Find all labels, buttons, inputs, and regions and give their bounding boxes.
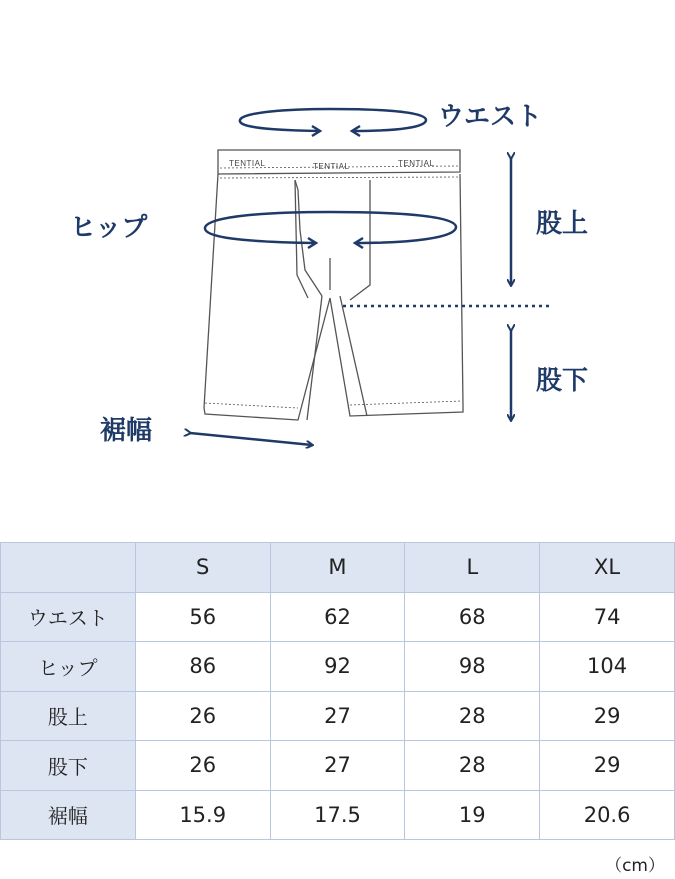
hem-width-arrow bbox=[190, 433, 312, 445]
table-cell: 27 bbox=[270, 691, 405, 741]
hip-indicator bbox=[205, 212, 456, 248]
table-cell: 92 bbox=[270, 642, 405, 692]
table-header-row bbox=[1, 543, 675, 593]
hem-width-label: 裾幅 bbox=[100, 416, 153, 446]
table-cell: 104 bbox=[540, 642, 675, 692]
table-cell: 20.6 bbox=[540, 790, 675, 840]
brand-text-left: TENTIAL bbox=[229, 159, 266, 168]
shorts-illustration bbox=[204, 150, 463, 420]
brand-text-center: TENTIAL bbox=[313, 162, 350, 171]
row-label-hem-width: 裾幅 bbox=[1, 790, 136, 840]
table-row-waist bbox=[1, 592, 675, 642]
row-label-rise: 股上 bbox=[1, 691, 136, 741]
table-cell: 68 bbox=[405, 592, 540, 642]
table-cell: 26 bbox=[135, 691, 270, 741]
size-header-s: S bbox=[135, 543, 270, 593]
size-header-m: M bbox=[270, 543, 405, 593]
table-corner-cell bbox=[1, 543, 136, 593]
table-cell: 19 bbox=[405, 790, 540, 840]
table-cell: 29 bbox=[540, 691, 675, 741]
table-cell: 26 bbox=[135, 741, 270, 791]
brand-text-right: TENTIAL bbox=[398, 159, 435, 168]
table-row-rise bbox=[1, 691, 675, 741]
table-cell: 98 bbox=[405, 642, 540, 692]
table-cell: 28 bbox=[405, 691, 540, 741]
rise-label: 股上 bbox=[536, 209, 589, 239]
waist-indicator bbox=[240, 109, 426, 136]
table-cell: 74 bbox=[540, 592, 675, 642]
table-cell: 86 bbox=[135, 642, 270, 692]
table-cell: 62 bbox=[270, 592, 405, 642]
inseam-label: 股下 bbox=[536, 366, 589, 396]
table-cell: 56 bbox=[135, 592, 270, 642]
table-cell: 15.9 bbox=[135, 790, 270, 840]
table-row-inseam bbox=[1, 741, 675, 791]
row-label-hip: ヒップ bbox=[1, 642, 136, 692]
waist-label: ウエスト bbox=[438, 102, 543, 132]
table-cell: 27 bbox=[270, 741, 405, 791]
unit-note: （cm） bbox=[605, 856, 665, 876]
size-header-l: L bbox=[405, 543, 540, 593]
hip-label: ヒップ bbox=[70, 213, 148, 243]
row-label-waist: ウエスト bbox=[1, 592, 136, 642]
table-cell: 28 bbox=[405, 741, 540, 791]
row-label-inseam: 股下 bbox=[1, 741, 136, 791]
table-row-hip bbox=[1, 642, 675, 692]
table-cell: 29 bbox=[540, 741, 675, 791]
size-header-xl: XL bbox=[540, 543, 675, 593]
table-cell: 17.5 bbox=[270, 790, 405, 840]
table-row-hem-width bbox=[1, 790, 675, 840]
size-table bbox=[0, 542, 675, 840]
